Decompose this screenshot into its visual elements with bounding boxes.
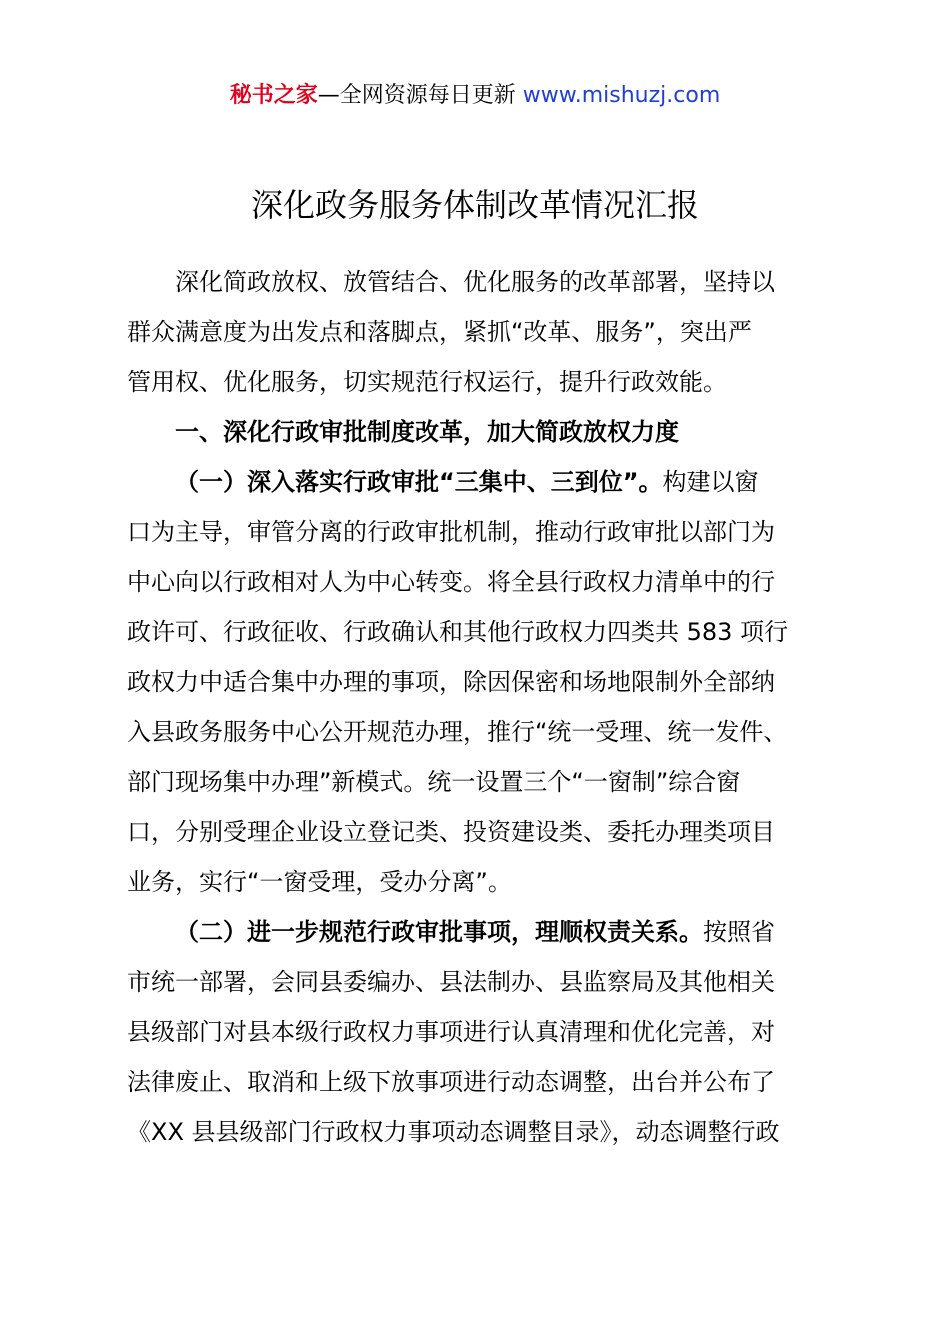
site-brand: 秘书之家 — [229, 83, 318, 108]
paragraph-line: 政许可、行政征收、行政确认和其他行政权力四类共 583 项行 — [127, 618, 789, 646]
paragraph-line: 业务，实行“一窗受理，受办分离”。 — [127, 868, 512, 896]
paragraph-line: 入县政务服务中心公开规范办理，推行“统一受理、统一发件、 — [127, 718, 788, 746]
site-tagline: —全网资源每日更新 — [317, 83, 516, 108]
paragraph-line: 群众满意度为出发点和落脚点，紧抓“改革、服务”，突出严 — [127, 318, 752, 346]
paragraph-line: （一）深入落实行政审批“三集中、三到位”。构建以窗 — [175, 468, 759, 496]
paragraph-line: 县级部门对县本级行政权力事项进行认真清理和优化完善，对 — [127, 1018, 775, 1046]
paragraph-line: 政权力中适合集中办理的事项，除因保密和场地限制外全部纳 — [127, 668, 775, 696]
paragraph-line: （二）进一步规范行政审批事项，理顺权责关系。按照省 — [175, 918, 775, 946]
site-header — [0, 80, 950, 112]
subsection-heading: （二）进一步规范行政审批事项，理顺权责关系。 — [175, 918, 703, 946]
document-body — [127, 257, 837, 1157]
section-heading: 一、深化行政审批制度改革，加大简政放权力度 — [175, 418, 679, 446]
paragraph-line: 中心向以行政相对人为中心转变。将全县行政权力清单中的行 — [127, 568, 775, 596]
paragraph-line: 口为主导，审管分离的行政审批机制，推动行政审批以部门为 — [127, 518, 775, 546]
document-title: 深化政务服务体制改革情况汇报 — [250, 186, 699, 224]
paragraph-line: 法律废止、取消和上级下放事项进行动态调整，出台并公布了 — [127, 1068, 775, 1096]
paragraph-line: 市统一部署，会同县委编办、县法制办、县监察局及其他相关 — [127, 968, 775, 996]
subsection-heading: （一）深入落实行政审批“三集中、三到位”。 — [175, 468, 663, 496]
site-url-link[interactable]: www.mishuzj.com — [522, 83, 721, 108]
paragraph-line: 口，分别受理企业设立登记类、投资建设类、委托办理类项目 — [127, 818, 775, 846]
paragraph-line: 管用权、优化服务，切实规范行权运行，提升行政效能。 — [127, 368, 727, 396]
paragraph-line: 部门现场集中办理”新模式。统一设置三个“一窗制”综合窗 — [127, 768, 741, 796]
paragraph-line: 深化简政放权、放管结合、优化服务的改革部署，坚持以 — [175, 268, 775, 296]
paragraph-line: 《XX 县县级部门行政权力事项动态调整目录》，动态调整行政 — [127, 1118, 780, 1146]
